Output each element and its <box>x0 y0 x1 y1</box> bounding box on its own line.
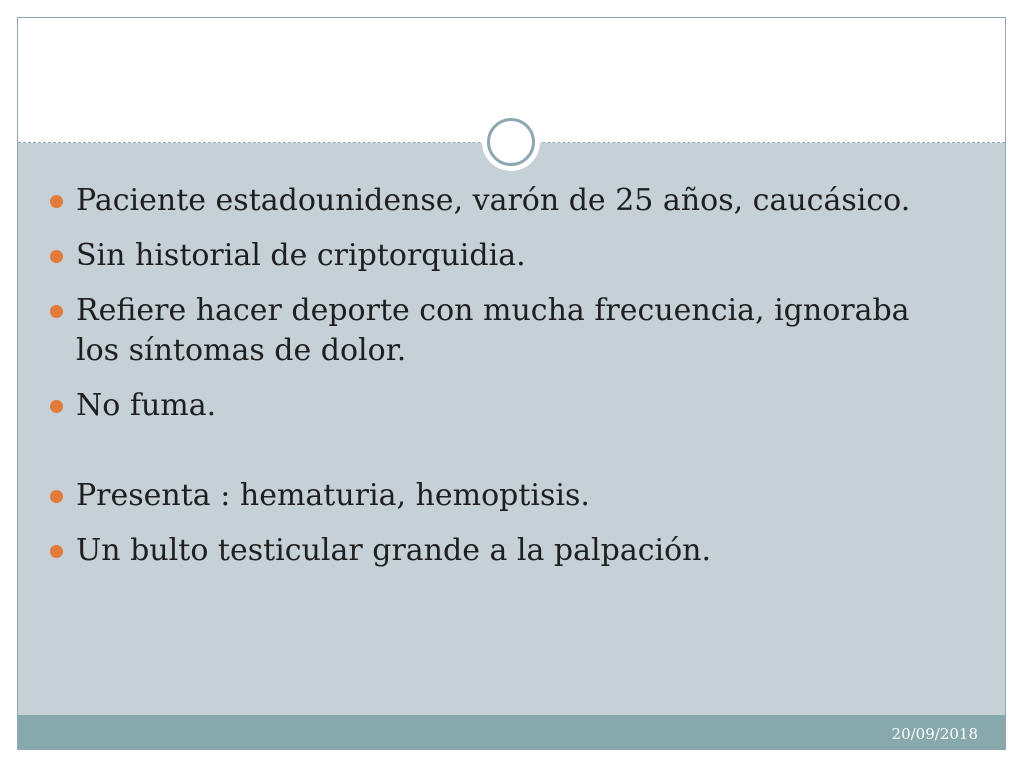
bullet-dot-icon <box>50 250 63 263</box>
bullet-text: Presenta : hematuria, hemoptisis. <box>76 478 590 513</box>
bullet-dot-icon <box>50 195 63 208</box>
bullet-text: Paciente estadounidense, varón de 25 años, caucásico. <box>76 183 911 218</box>
bullet-item <box>46 531 946 571</box>
bullet-dot-icon <box>50 490 63 503</box>
bullet-text: Sin historial de criptorquidia. <box>76 238 526 273</box>
bullet-item <box>46 291 946 371</box>
bullet-text: No fuma. <box>76 388 217 423</box>
bullet-item <box>46 386 946 426</box>
bullet-list <box>46 181 946 586</box>
footer-band <box>18 715 1005 749</box>
bullet-dot-icon <box>50 305 63 318</box>
footer-date: 20/09/2018 <box>891 725 978 743</box>
bullet-item <box>46 236 946 276</box>
bullet-dot-icon <box>50 545 63 558</box>
bullet-item <box>46 181 946 221</box>
slide-frame <box>17 17 1006 750</box>
bullet-dot-icon <box>50 400 63 413</box>
bullet-item <box>46 476 946 516</box>
bullet-text: Un bulto testicular grande a la palpación. <box>76 533 712 568</box>
circle-ornament-icon <box>482 113 540 171</box>
bullet-text: Refiere hacer deporte con mucha frecuencia, ignoraba los síntomas de dolor. <box>76 293 910 368</box>
